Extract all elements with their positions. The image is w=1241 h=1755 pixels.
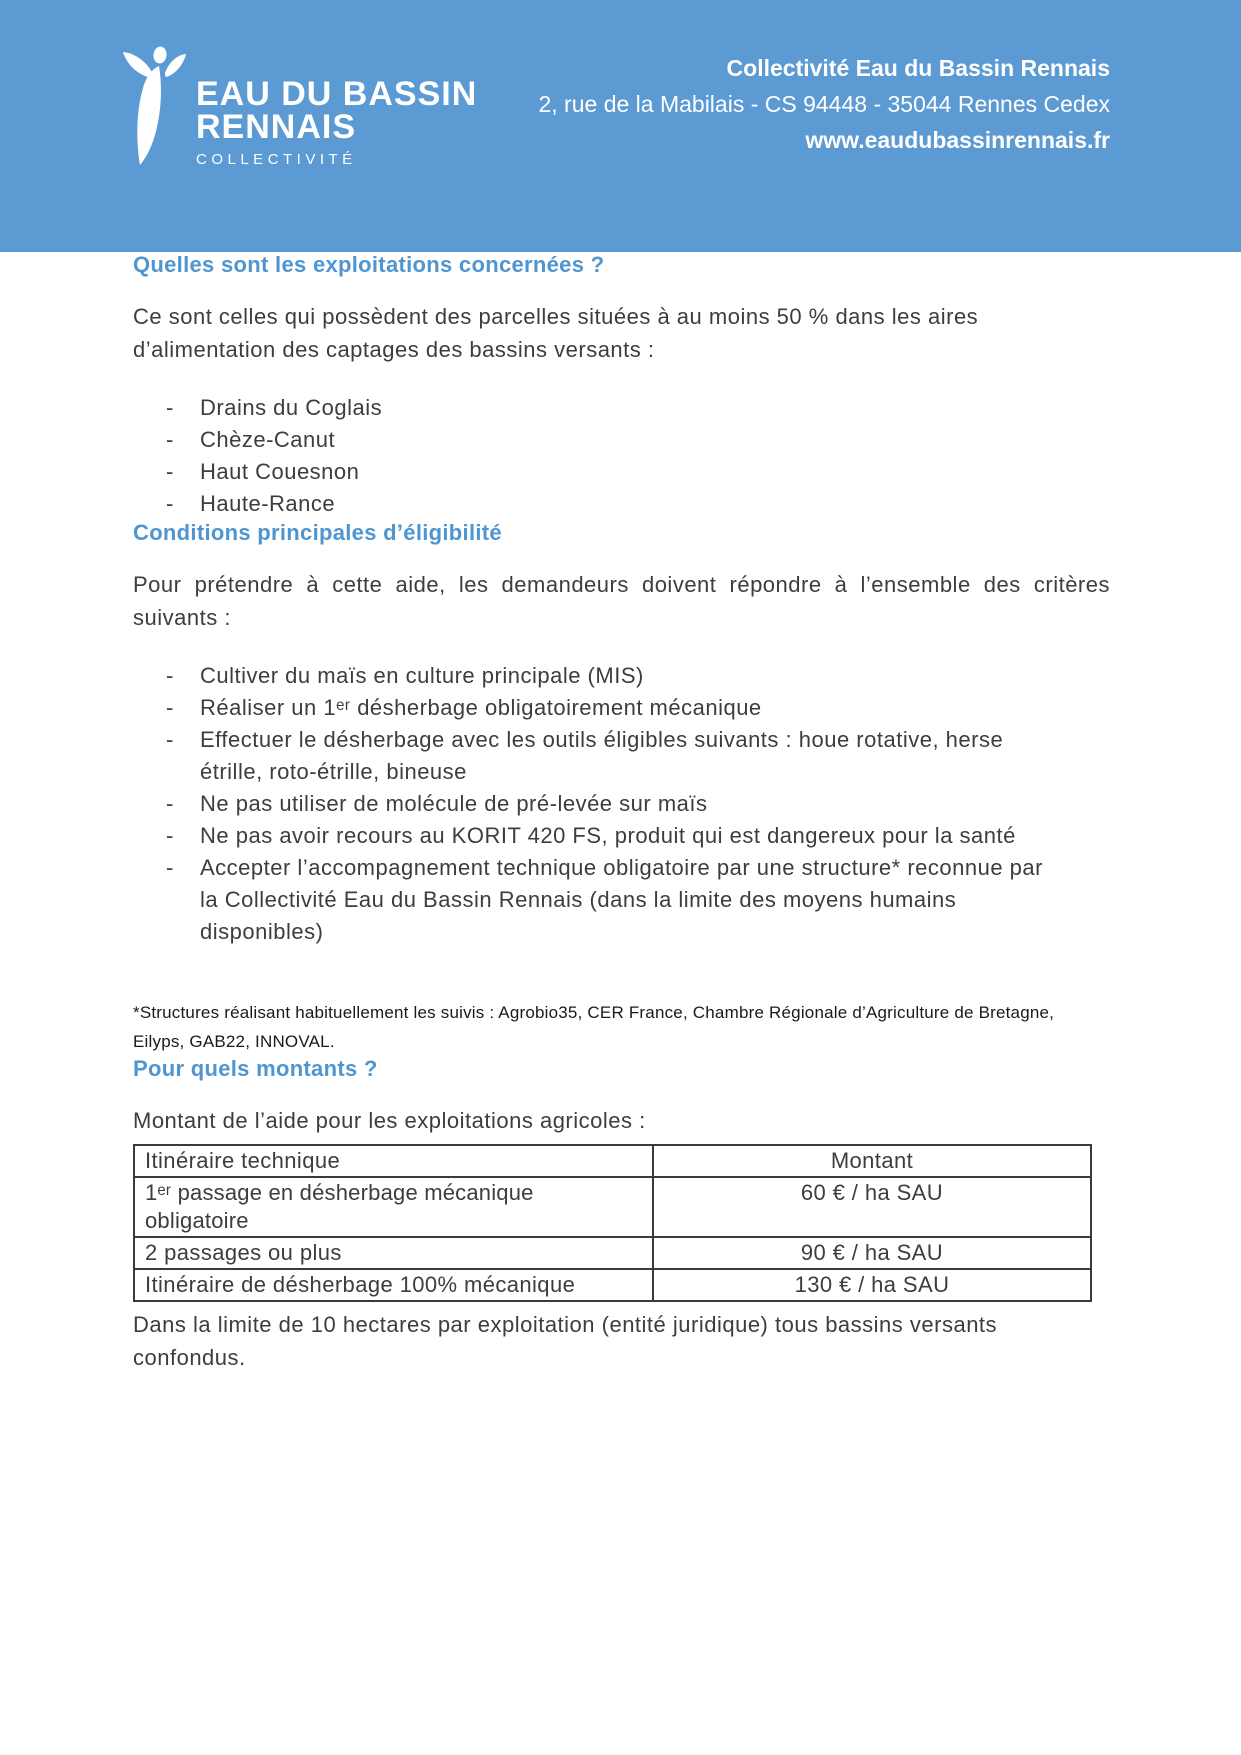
dash-marker: -: [166, 855, 174, 880]
list-item-text: Réaliser un 1ᵉʳ désherbage obligatoirement mécanique: [200, 695, 762, 720]
list-item: [133, 392, 1043, 424]
list-item: [133, 788, 1043, 820]
dash-marker: -: [166, 395, 174, 420]
montants-table: [133, 1144, 1092, 1302]
limite-note: Dans la limite de 10 hectares par exploitation (entité juridique) tous bassins versants confondus.: [133, 1312, 998, 1370]
dash-marker: -: [166, 459, 174, 484]
section-heading-conditions: Conditions principales d’éligibilité: [133, 520, 502, 545]
list-item: [133, 852, 1043, 948]
list-item-text: Effectuer le désherbage avec les outils éligibles suivants : houe rotative, herse étrille, roto-étrille, bineuse: [200, 727, 1004, 784]
header-band: [0, 0, 1241, 252]
bassins-versants-list: [133, 392, 1043, 520]
list-item: [133, 424, 1043, 456]
table-row: [134, 1177, 1091, 1237]
dash-marker: -: [166, 663, 174, 688]
logo-subtitle: COLLECTIVITÉ: [196, 151, 357, 168]
logo-name-line2: RENNAIS: [196, 108, 357, 146]
conditions-intro: Pour prétendre à cette aide, les demandeurs doivent répondre à l’ensemble des critères suivants :: [133, 572, 1110, 630]
list-item-text: Ne pas avoir recours au KORIT 420 FS, produit qui est dangereux pour la santé: [200, 823, 1016, 848]
exploitations-intro: Ce sont celles qui possèdent des parcelles situées à au moins 50 % dans les aires d’alimentation des captages des bassins versants :: [133, 304, 979, 362]
list-item: [133, 724, 1043, 788]
website-link[interactable]: www.eaudubassinrennais.fr: [805, 127, 1110, 153]
table-header-row: [134, 1145, 1091, 1177]
structures-footnote: *Structures réalisant habituellement les suivis : Agrobio35, CER France, Chambre Régionale d’Agriculture de Bretagne, Eilyps, GAB22, INNOVAL.: [133, 1003, 1055, 1051]
column-header-montant: Montant: [653, 1145, 1091, 1177]
document-content: [133, 252, 1110, 1374]
header-contact-block: [538, 50, 1110, 158]
dash-marker: -: [166, 491, 174, 516]
list-item: [133, 456, 1043, 488]
section-heading-montants: Pour quels montants ?: [133, 1056, 378, 1081]
montants-intro: Montant de l’aide pour les exploitations agricoles :: [133, 1108, 646, 1133]
itineraire-cell: 2 passages ou plus: [134, 1237, 653, 1269]
list-item: [133, 660, 1043, 692]
list-item-text: Ne pas utiliser de molécule de pré-levée sur maïs: [200, 791, 708, 816]
logo-name-line1: EAU DU BASSIN: [196, 75, 478, 113]
dash-marker: -: [166, 791, 174, 816]
person-plant-logo-icon: [118, 46, 190, 166]
dash-marker: -: [166, 695, 174, 720]
dash-marker: -: [166, 427, 174, 452]
conditions-list: [133, 660, 1043, 948]
table-row: [134, 1237, 1091, 1269]
dash-marker: -: [166, 727, 174, 752]
column-header-itineraire: Itinéraire technique: [134, 1145, 653, 1177]
list-item-text: Chèze-Canut: [200, 427, 336, 452]
itineraire-cell: Itinéraire de désherbage 100% mécanique: [134, 1269, 653, 1301]
dash-marker: -: [166, 823, 174, 848]
list-item: [133, 488, 1043, 520]
table-row: [134, 1269, 1091, 1301]
itineraire-cell: 1ᵉʳ passage en désherbage mécanique obligatoire: [134, 1177, 653, 1237]
list-item-text: Haute-Rance: [200, 491, 336, 516]
org-name: Collectivité Eau du Bassin Rennais: [726, 55, 1110, 81]
section-heading-exploitations: Quelles sont les exploitations concernées ?: [133, 252, 605, 277]
montant-cell: 90 € / ha SAU: [653, 1237, 1091, 1269]
org-address: 2, rue de la Mabilais - CS 94448 - 35044 Rennes Cedex: [538, 91, 1110, 117]
eau-du-bassin-rennais-logo: [118, 46, 477, 168]
montant-cell: 60 € / ha SAU: [653, 1177, 1091, 1237]
list-item: [133, 692, 1043, 724]
list-item-text: Accepter l’accompagnement technique obligatoire par une structure* reconnue par la Collectivité Eau du Bassin Rennais (dans la limite des moyens humains disponibles): [200, 855, 1043, 944]
list-item: [133, 820, 1043, 852]
list-item-text: Drains du Coglais: [200, 395, 383, 420]
list-item-text: Cultiver du maïs en culture principale (MIS): [200, 663, 644, 688]
montant-cell: 130 € / ha SAU: [653, 1269, 1091, 1301]
list-item-text: Haut Couesnon: [200, 459, 360, 484]
